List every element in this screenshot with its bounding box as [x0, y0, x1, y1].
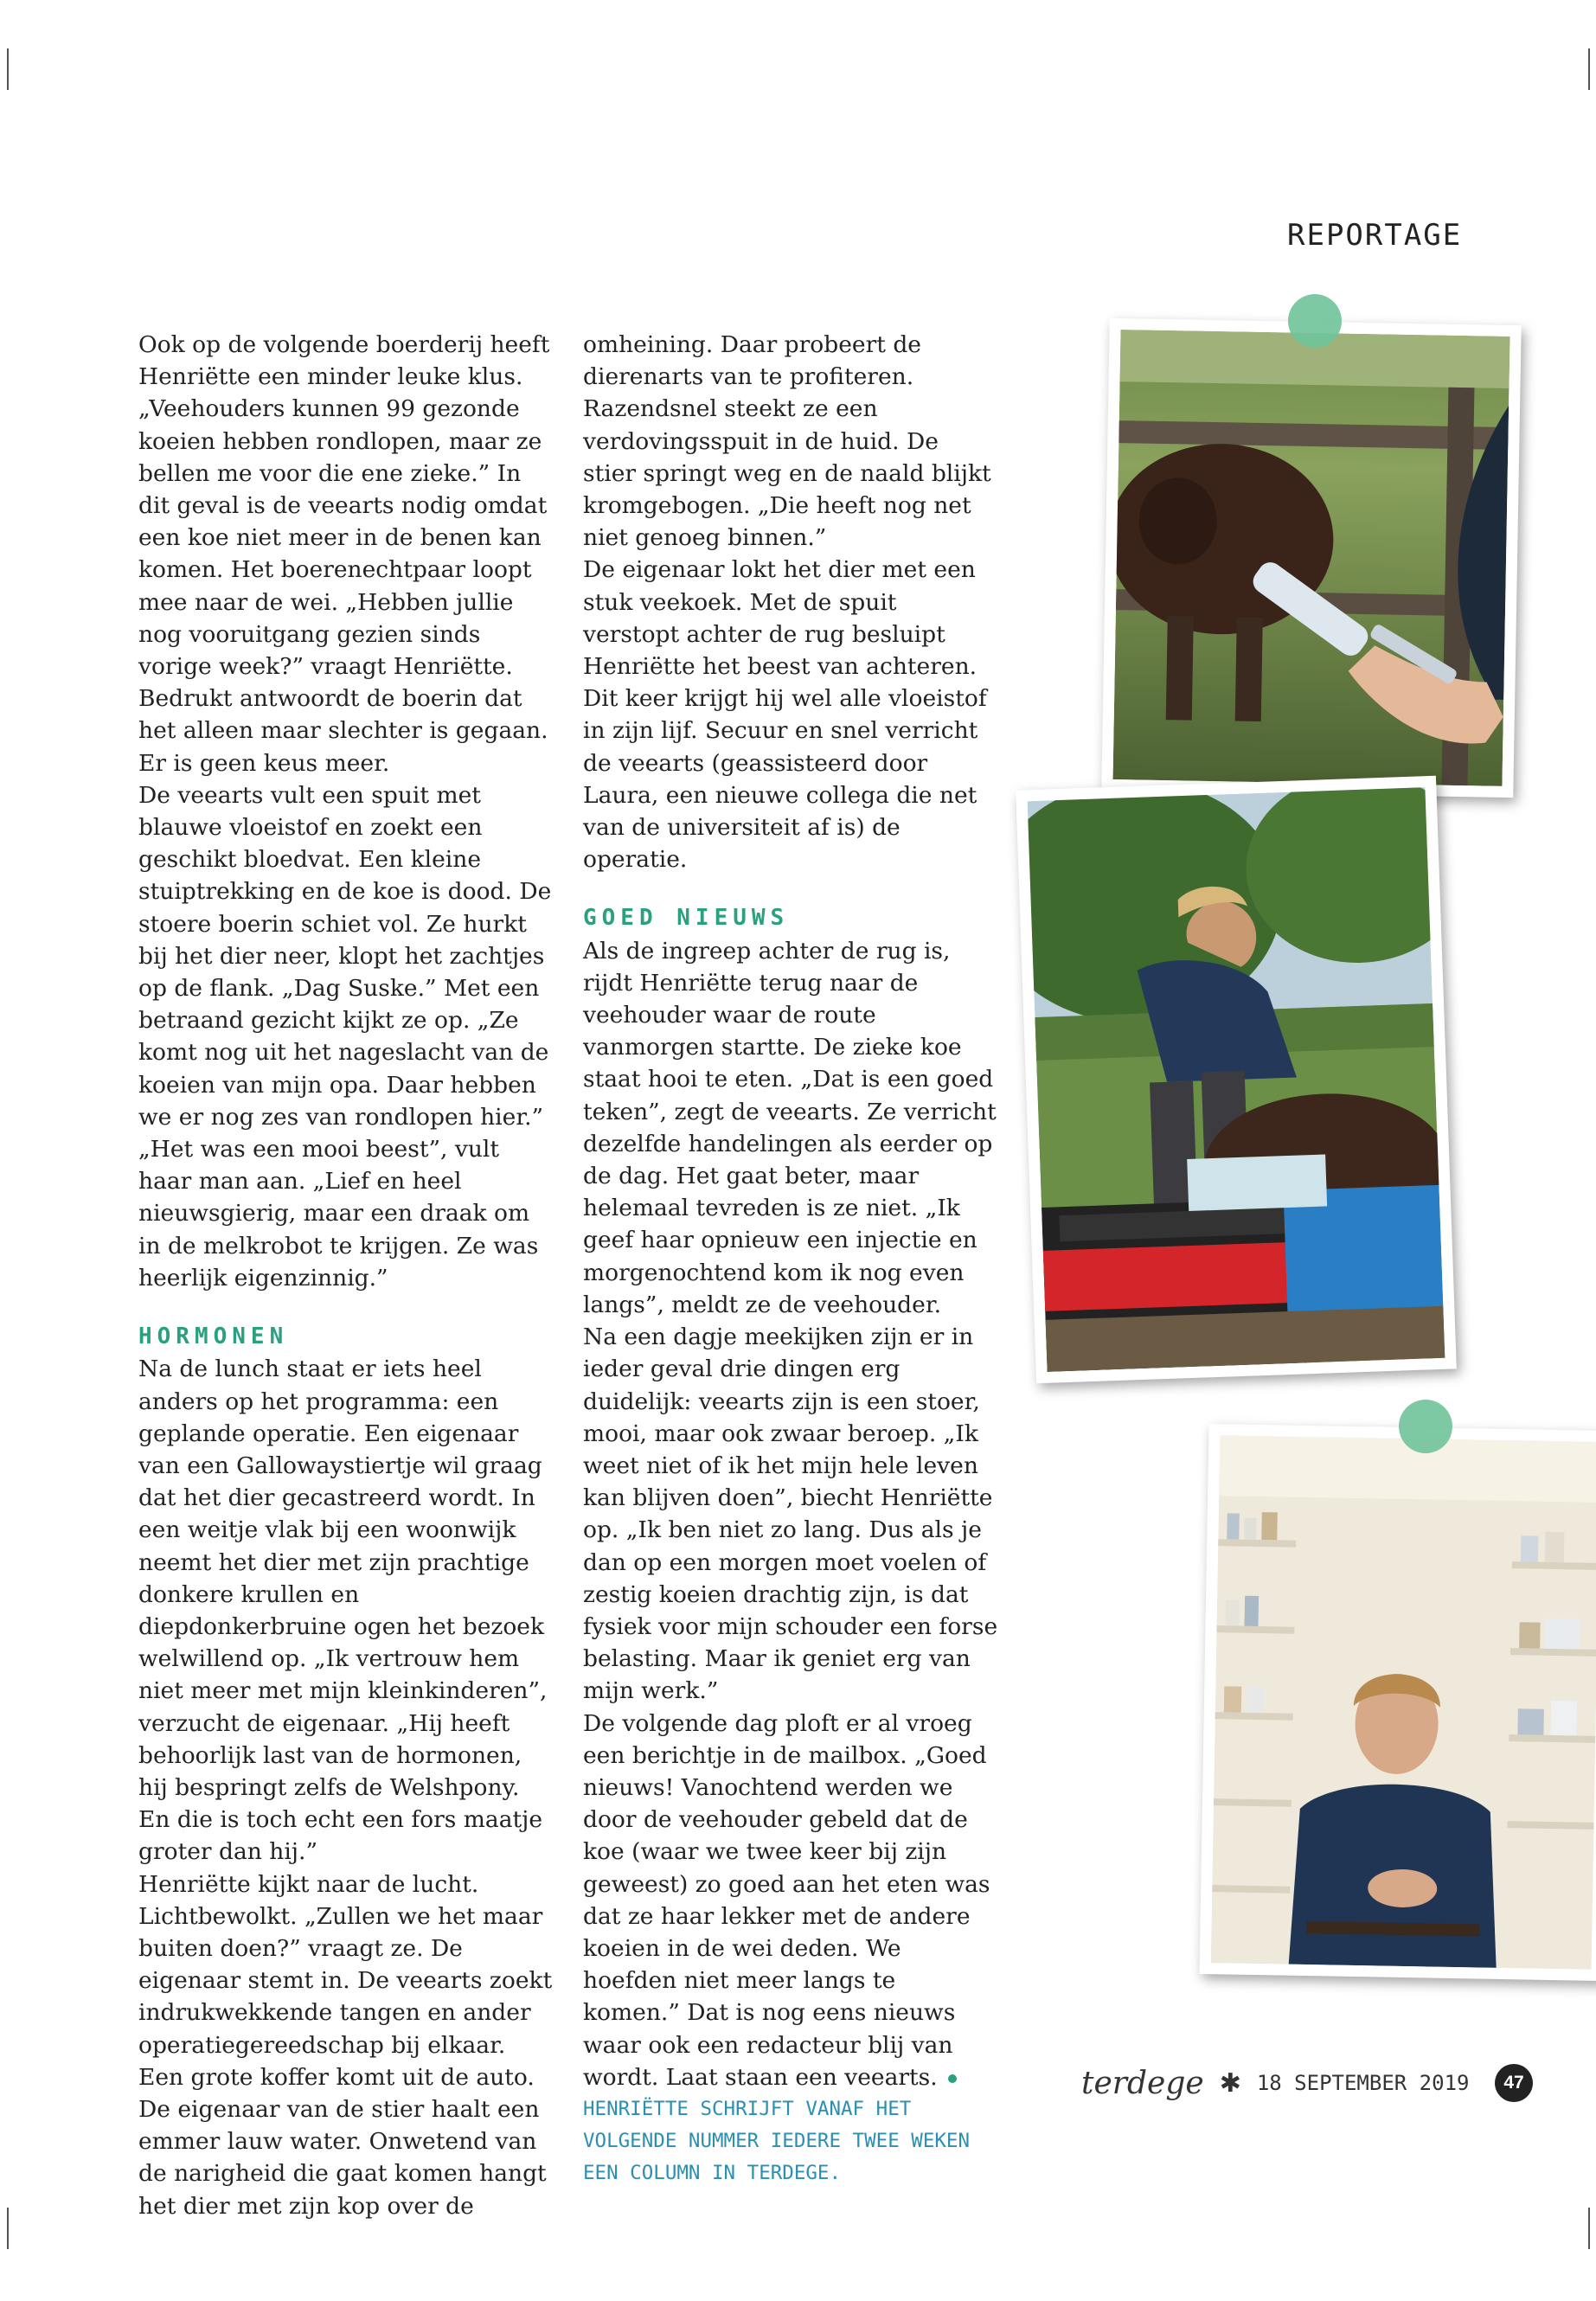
magazine-name: terdege	[1081, 2065, 1204, 2101]
paragraph: omheining. Daar probeert de dierenarts van te profiteren. Razendsnel steekt ze een verdovingsspuit in de huid. De stier springt weg en de naald blijkt kromgebogen. „Die heeft nog net niet genoeg binnen.”	[583, 331, 991, 552]
paragraph: Ook op de volgende boerderij heeft Henriëtte een minder leuke klus. „Veehouders kunnen 99 gezonde koeien hebben rondlopen, maar ze bellen me voor die ene zieke.” In dit geval is de veearts nodig omdat een koe niet meer in de benen kan komen. Het boerenechtpaar loopt mee naar de wei. „Hebben jullie nog vooruitgang gezien sinds vorige week?” vraagt Henriëtte. Bedrukt antwoordt de boerin dat het alleen maar slechter is gegaan. Er is geen keus meer.	[138, 331, 550, 777]
crop-mark	[7, 2208, 9, 2249]
photo-vet-operation	[1016, 776, 1457, 1384]
paragraph	[583, 1708, 998, 2093]
page-number: 47	[1495, 2064, 1533, 2102]
paragraph: Als de ingreep achter de rug is, rijdt Henriëtte terug naar de veehouder waar de route vanmorgen startte. De zieke koe staat hooi te eten. „Dat is een goed teken”, zegt de veearts. Ze verricht dezelfde handelingen als eerder op de dag. Het gaat beter, maar helemaal tevreden is ze niet. „Ik geef haar opnieuw een injectie en morgenochtend kom ik nog even langs”, meldt ze de veehouder.	[583, 937, 997, 1318]
separator-star-icon: ✱	[1219, 2067, 1241, 2099]
section-label: REPORTAGE	[1287, 218, 1463, 253]
crop-mark	[7, 48, 9, 90]
paragraph: „Het was een mooi beest”, vult haar man aan. „Lief en heel nieuwsgierig, maar een draak om in de melkrobot te krijgen. Ze was heerlijk eigenzinnig.”	[138, 1136, 539, 1292]
paragraph: Na een dagje meekijken zijn er in ieder geval drie dingen erg duidelijk: veearts zijn is een stoer, mooi, maar ook zwaar beroep. „Ik weet niet of ik het mijn hele leven kan blijven doen”, biecht Henriëtte op. „Ik ben niet zo lang. Dus als je dan op een morgen moet voelen of zestig koeien drachtig zijn, is dat fysiek voor mijn schouder een forse belasting. Maar ik geniet erg van mijn werk.”	[583, 1324, 998, 1705]
pin-icon	[1288, 294, 1342, 348]
paragraph: De eigenaar lokt het dier met een stuk veekoek. Met de spuit verstopt achter de rug besluipt Henriëtte het beest van achteren. Dit keer krijgt hij wel alle vloeistof in zijn lijf. Secuur en snel verricht de veearts (geassisteerd door Laura, een nieuwe collega die net van de universiteit af is) de operatie.	[583, 556, 987, 874]
article-column-2	[583, 329, 998, 2189]
crop-mark	[1588, 2208, 1590, 2249]
photo-bull-injection-image	[1112, 330, 1509, 786]
photo-vet-operation-image	[1028, 787, 1445, 1372]
crop-mark	[1588, 48, 1590, 90]
subheading-hormonen: HORMONEN	[138, 1324, 289, 1350]
photo-bull-injection	[1101, 318, 1521, 798]
column-announcement: HENRIËTTE SCHRIJFT VANAF HET VOLGENDE NUMMER IEDERE TWEE WEKEN EEN COLUMN IN TERDEGE.	[583, 2097, 971, 2184]
article-column-1	[138, 329, 554, 2222]
pin-icon	[1399, 1400, 1452, 1453]
photo-vet-pharmacy-image	[1211, 1435, 1596, 1970]
photo-vet-pharmacy	[1199, 1424, 1596, 1981]
paragraph: Na de lunch staat er iets heel anders op het programma: een geplande operatie. Een eigenaar van een Gallowaystiertje wil graag dat het dier gecastreerd wordt. In een weitje vlak bij een woonwijk neemt het dier met zijn prachtige donkere krullen en diepdonkerbruine ogen het bezoek welwillend op. „Ik vertrouw hem niet meer met mijn kleinkinderen”, verzucht de eigenaar. „Hij heeft behoorlijk last van de hormonen, hij bespringt zelfs de Welshpony. En die is toch echt een fors maatje groter dan hij.”	[138, 1356, 548, 1866]
issue-date: 18 SEPTEMBER 2019	[1256, 2071, 1470, 2095]
paragraph: Henriëtte kijkt naar de lucht. Lichtbewolkt. „Zullen we het maar buiten doen?” vraagt ze. De eigenaar stemt in. De veearts zoekt indrukwekkende tangen en ander operatiegereedschap bij elkaar. Een grote koffer komt uit de auto. De eigenaar van de stier haalt een emmer lauw water. Onwetend van de narigheid die gaat komen hangt het dier met zijn kop over de	[138, 1870, 553, 2220]
end-mark-icon	[948, 2074, 957, 2083]
paragraph: De veearts vult een spuit met blauwe vloeistof en zoekt een geschikt bloedvat. Een kleine stuiptrekking en de koe is dood. De stoere boerin schiet vol. Ze hurkt bij het dier neer, klopt het zachtjes op de flank. „Dag Suske.” Met een betraand gezicht kijkt ze op. „Ze komt nog uit het nageslacht van de koeien van mijn opa. Daar hebben we er nog zes van rondlopen hier.”	[138, 781, 552, 1131]
paragraph-text: De volgende dag ploft er al vroeg een berichtje in de mailbox. „Goed nieuws! Vanochtend werden we door de veehouder gebeld dat de koe (waar we twee keer bij zijn geweest) zo goed aan het eten was dat ze haar lekker met de andere koeien in de wei deden. We hoefden niet meer langs te komen.” Dat is nog eens nieuws waar ook een redacteur blij van wordt. Laat staan een veearts.	[583, 1709, 990, 2091]
page-footer	[1081, 2061, 1469, 2105]
subheading-goed-nieuws: GOED NIEUWS	[583, 905, 790, 932]
